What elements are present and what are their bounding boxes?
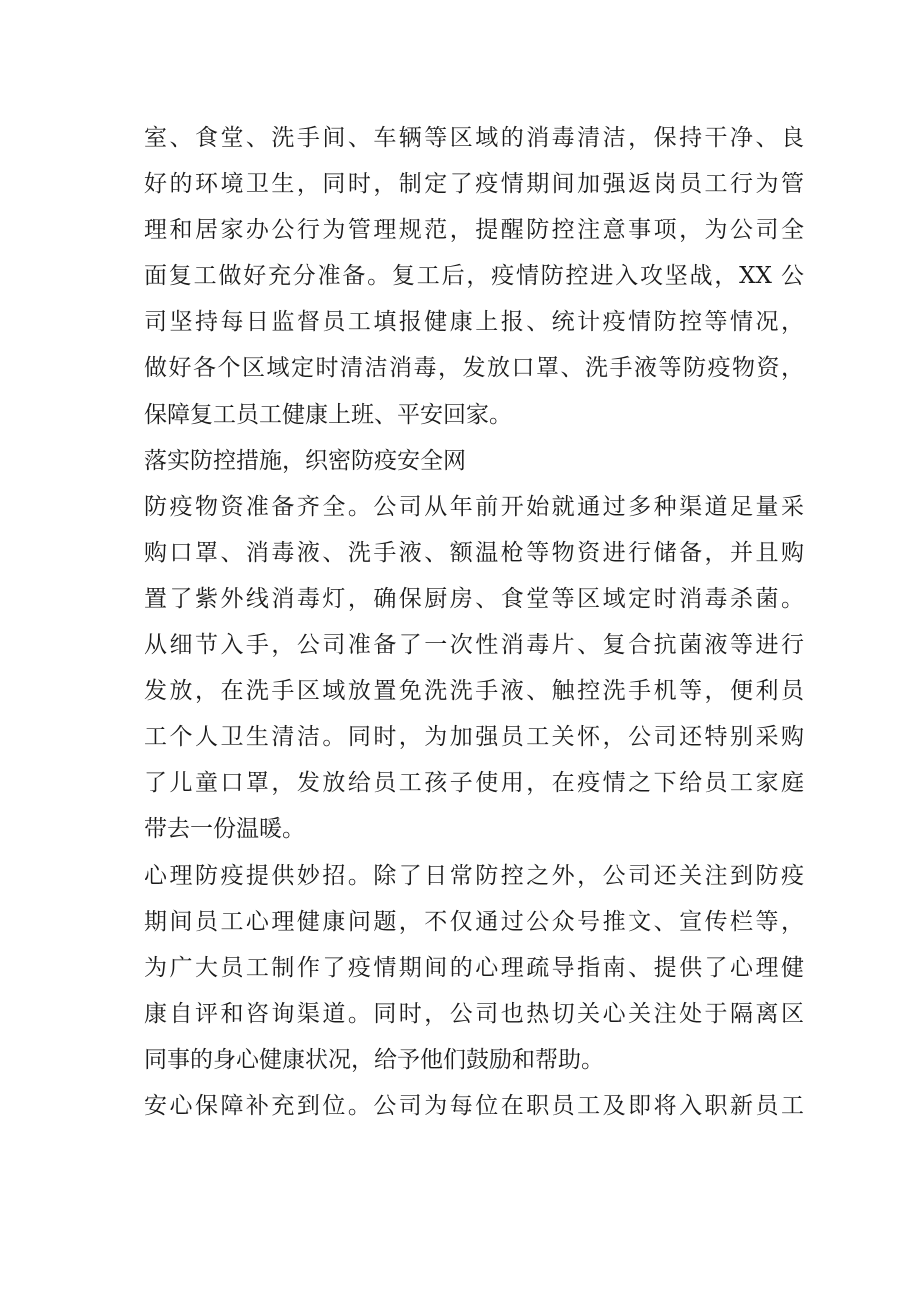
text-line: 康自评和咨询渠道。同时，公司也热切关心关注处于隔离区 [144,1000,804,1027]
text-line: 发放，在洗手区域放置免洗洗手液、触控洗手机等，便利员 [144,678,804,705]
text-line: 期间员工心理健康问题，不仅通过公众号推文、宣传栏等， [144,908,804,935]
text-line: 理和居家办公行为管理规范，提醒防控注意事项，为公司全 [144,217,804,244]
text-line: 工个人卫生清洁。同时，为加强员工关怀，公司还特别采购 [144,724,804,751]
text-line: 置了紫外线消毒灯，确保厨房、食堂等区域定时消毒杀菌。 [144,585,804,612]
text-line: 心理防疫提供妙招。除了日常防控之外，公司还关注到防疫 [144,862,804,889]
text-line: 面复工做好充分准备。复工后，疫情防控进入攻坚战，XX 公 [144,263,804,290]
text-line: 落实防控措施，织密防疫安全网 [144,447,466,474]
text-line: 司坚持每日监督员工填报健康上报、统计疫情防控等情况， [144,309,804,336]
text-line: 从细节入手，公司准备了一次性消毒片、复合抗菌液等进行 [144,632,804,659]
text-line: 保障复工员工健康上班、平安回家。 [144,401,512,428]
text-line: 室、食堂、洗手间、车辆等区域的消毒清洁，保持干净、良 [144,125,804,151]
text-line: 为广大员工制作了疫情期间的心理疏导指南、提供了心理健 [144,954,804,981]
text-line: 防疫物资准备齐全。公司从年前开始就通过多种渠道足量采 [144,493,804,520]
text-line: 同事的身心健康状况，给予他们鼓励和帮助。 [144,1046,604,1073]
text-line: 了儿童口罩，发放给员工孩子使用，在疫情之下给员工家庭 [144,770,804,797]
document-body [144,115,804,1129]
text-line: 购口罩、消毒液、洗手液、额温枪等物资进行储备，并且购 [144,539,804,566]
text-line: 做好各个区域定时清洁消毒，发放口罩、洗手液等防疫物资， [144,355,804,382]
text-line: 带去一份温暖。 [144,816,305,843]
text-line: 安心保障补充到位。公司为每位在职员工及即将入职新员工 [144,1092,804,1119]
text-line: 好的环境卫生，同时，制定了疫情期间加强返岗员工行为管 [144,171,804,198]
